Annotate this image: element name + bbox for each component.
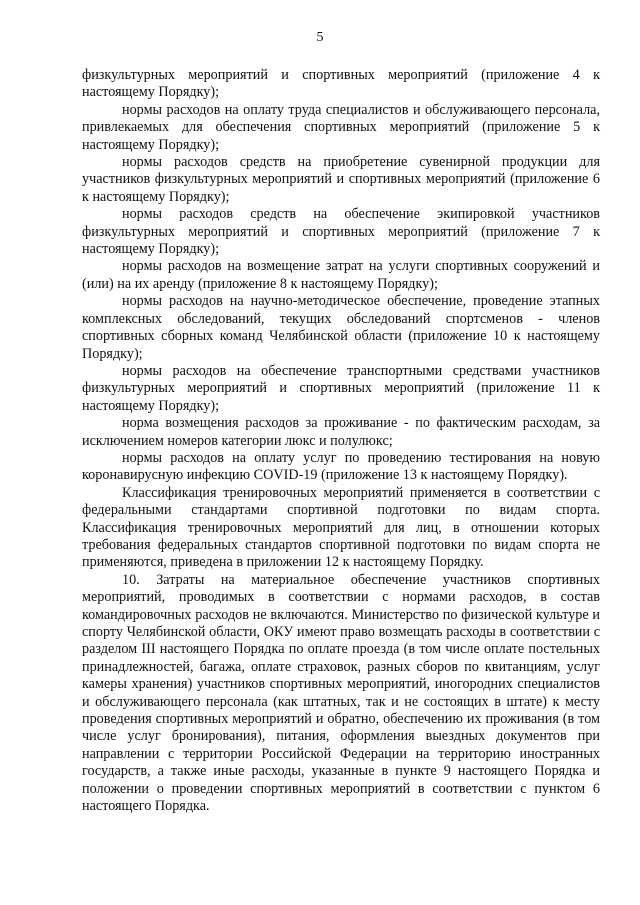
paragraph-norms-transport: нормы расходов на обеспечение транспортными средствами участников физкультурных мероприятий и спортивных мероприятий (приложение 11 к настоящему Порядку); <box>82 362 600 414</box>
paragraph-norms-facilities: нормы расходов на возмещение затрат на услуги спортивных сооружений и (или) на их аренду (приложение 8 к настоящему Порядку); <box>82 258 600 292</box>
paragraph-item-10: 10. Затраты на материальное обеспечение участников спортивных мероприятий, проводимых в соответствии с нормами расходов, в состав командировочных расходов не включаются. Министерство по физической культуре и спорту Челябинской области, ОКУ имеют право возмещать расходы в соответствии с разделом III настоящего Порядка по оплате проезда (в том числе оплате постельных принадлежностей, багажа, оплате страховок, разных сборов по квитанциям, услуг камеры хранения) участников спортивных мероприятий, иногородних специалистов и обслуживающего персонала (как штатных, так и не состоящих в штате) к месту проведения спортивных мероприятий и обратно, обеспечению их проживания (в том числе услуг бронирования), питания, оформления выездных документов при направлении с территории Российской Федерации на территорию иностранных государств, а также иные расходы, указанные в пункте 9 настоящего Порядка и положении о проведении спортивных мероприятий в соответствии с пунктом 6 настоящего Порядка. <box>82 571 600 815</box>
paragraph-norms-covid-testing: нормы расходов на оплату услуг по проведению тестирования на новую коронавирусную инфекцию COVID-19 (приложение 13 к настоящему Порядку). <box>82 449 600 484</box>
paragraph-training-classification: Классификация тренировочных мероприятий применяется в соответствии с федеральными стандартами спортивной подготовки по видам спорта. Классификация тренировочных мероприятий для лиц, в отношении которых требования федеральных стандартов спортивной подготовки по видам спорта не применяются, приведена в приложении 12 к настоящему Порядку. <box>82 484 600 571</box>
paragraph-norms-equipment: нормы расходов средств на обеспечение экипировкой участников физкультурных мероприятий и спортивных мероприятий (приложение 7 к настоящему Порядку); <box>82 206 600 258</box>
paragraph-norms-staff-pay: нормы расходов на оплату труда специалистов и обслуживающего персонала, привлекаемых для обеспечения спортивных мероприятий (приложение 5 к настоящему Порядку); <box>82 101 600 153</box>
paragraph-continuation: физкультурных мероприятий и спортивных мероприятий (приложение 4 к настоящему Порядку); <box>82 67 600 101</box>
page-number: 5 <box>316 30 324 45</box>
document-body <box>82 67 600 815</box>
paragraph-norms-souvenirs: нормы расходов средств на приобретение сувенирной продукции для участников физкультурных мероприятий и спортивных мероприятий (приложение 6 к настоящему Порядку); <box>82 154 600 205</box>
paragraph-norms-scientific: нормы расходов на научно-методическое обеспечение, проведение этапных комплексных обследований, текущих обследований спортсменов - членов спортивных сборных команд Челябинской области (приложение 10 к настоящему Порядку); <box>82 293 600 362</box>
paragraph-norm-accommodation: норма возмещения расходов за проживание - по фактическим расходам, за исключением номеров категории люкс и полулюкс; <box>82 415 600 449</box>
